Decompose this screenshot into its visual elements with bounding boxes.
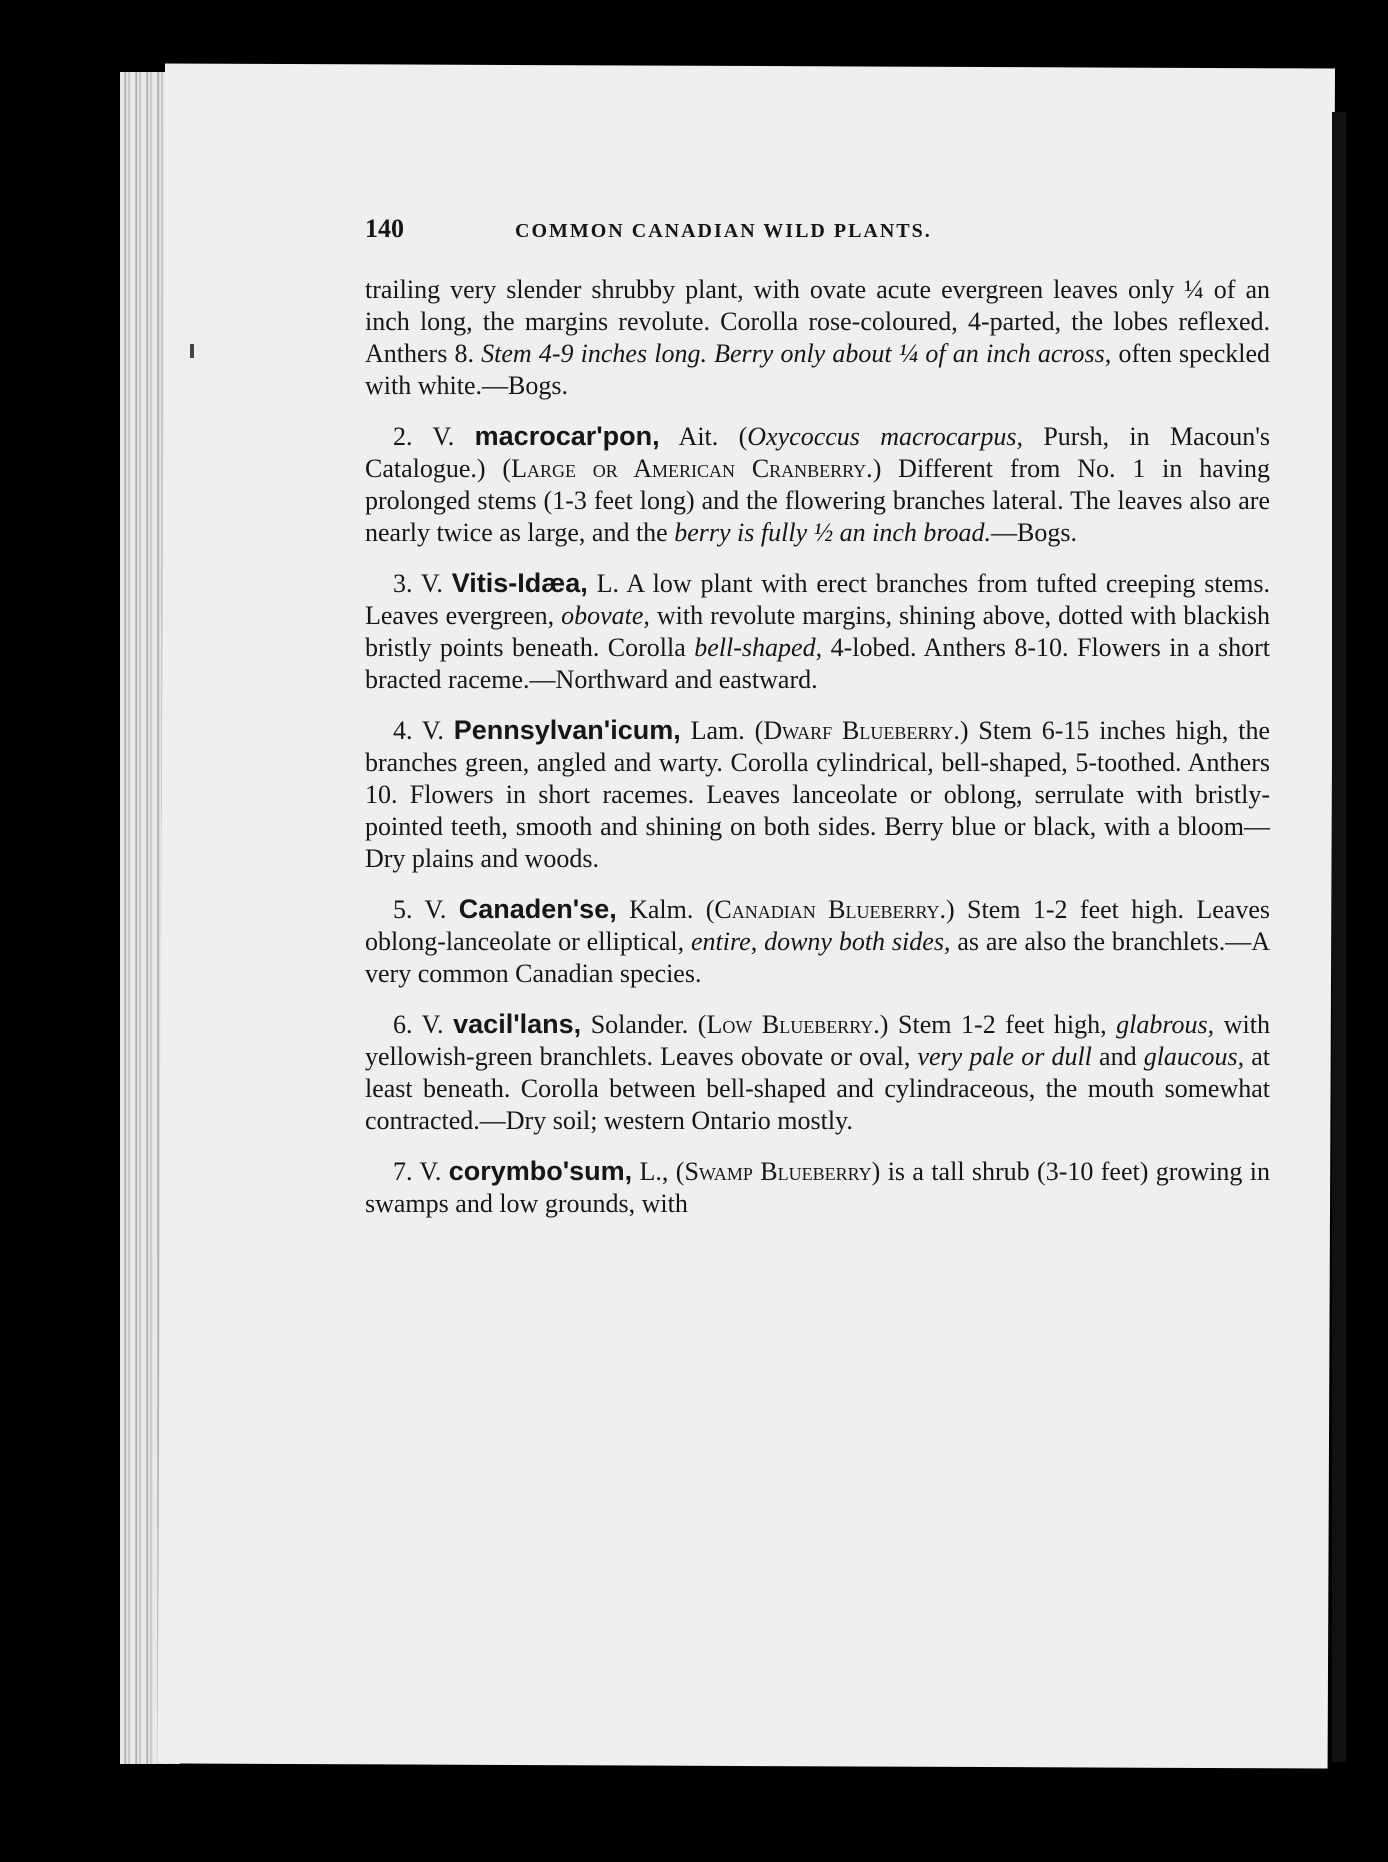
common-name: Large or American Cranberry.: [511, 454, 873, 483]
entry-5: [365, 893, 1270, 990]
entry-text: ) Different from No. 1 in having prolonged stems (1-3 feet long) and the flowering branches lateral. The leaves also are nearly twice as large, and the: [365, 454, 1270, 547]
species-name: macrocar'pon,: [474, 421, 660, 451]
common-name: Canadian Blueberry.: [714, 895, 946, 924]
page-header: [365, 214, 1270, 244]
entry-italic: Oxycoccus macrocarpus,: [747, 422, 1023, 451]
entry-text: as are also the branchlets.—A very common Canadian species.: [365, 927, 1270, 988]
entry-italic: glabrous,: [1116, 1010, 1215, 1039]
entry-text: with revolute margins, shining above, dotted with blackish bristly points beneath. Corolla: [365, 601, 1270, 662]
entry-number: 2. V.: [393, 422, 475, 451]
entry-italic: obovate,: [561, 601, 650, 630]
running-head: COMMON CANADIAN WILD PLANTS.: [515, 220, 932, 242]
species-name: vacil'lans,: [453, 1009, 582, 1039]
entry-text: with yellowish-green branchlets. Leaves obovate or oval,: [365, 1010, 1270, 1071]
text-block: [365, 214, 1270, 1238]
species-name: Pennsylvan'icum,: [453, 715, 681, 745]
entry-number: 4. V.: [393, 716, 454, 745]
entry-text: trailing very slender shrubby plant, with ovate acute evergreen leaves only ¼ of an inch long, the margins revolute. Corolla rose-coloured, 4-parted, the lobes reflexed. Anthers 8.: [365, 275, 1270, 368]
common-name: Dwarf Blueberry.: [763, 716, 960, 745]
entry-text: L., (: [632, 1157, 685, 1186]
entry-number: 5. V.: [393, 895, 459, 924]
entry-italic: berry is fully ½ an inch broad.: [674, 518, 992, 547]
entry-7: [365, 1155, 1270, 1220]
margin-mark: [190, 344, 194, 358]
species-name: Canaden'se,: [458, 894, 617, 924]
entry-text: ) Stem 1-2 feet high,: [879, 1010, 1117, 1039]
entry-6: [365, 1008, 1270, 1137]
entry-text: Kalm. (: [616, 895, 715, 924]
entry-text: ) Stem 1-2 feet high. Leaves oblong-lanceolate or elliptical,: [365, 895, 1270, 956]
entry-text: —Bogs.: [991, 518, 1077, 547]
entry-3: [365, 567, 1270, 696]
entry-italic: bell-shaped,: [694, 633, 823, 662]
entry-text: and: [1091, 1042, 1144, 1071]
entry-text: L. A low plant with erect branches from tufted creeping stems. Leaves evergreen,: [365, 569, 1270, 630]
entry-text: ) is a tall shrub (3-10 feet) growing in swamps and low grounds, with: [365, 1157, 1270, 1218]
entry-text: Pursh, in Macoun's Catalogue.) (: [365, 422, 1271, 483]
entry-italic: glaucous,: [1143, 1042, 1245, 1071]
page-number: 140: [365, 214, 404, 243]
entry-2: [365, 420, 1270, 549]
entry-number: 3. V.: [393, 569, 452, 598]
entry-text: Lam. (: [680, 716, 764, 745]
species-name: corymbo'sum,: [448, 1156, 633, 1186]
common-name: Low Blueberry.: [706, 1010, 880, 1039]
entry-text: Solander. (: [581, 1010, 707, 1039]
entry-number: 7. V.: [393, 1157, 449, 1186]
entry-italic: entire, downy both sides,: [691, 927, 951, 956]
entry-number: 6. V.: [393, 1010, 454, 1039]
entry-italic: very pale or dull: [917, 1042, 1092, 1071]
entry-text: 4-lobed. Anthers 8-10. Flowers in a short bracted raceme.—Northward and eastward.: [365, 633, 1270, 694]
entry-italic: Stem 4-9 inches long. Berry only about ¼ of an inch across,: [481, 339, 1112, 368]
entry-text: Ait. (: [659, 422, 748, 451]
species-name: Vitis-Idæa,: [451, 568, 588, 598]
entry-text: ) Stem 6-15 inches high, the branches green, angled and warty. Corolla cylindrical, bell-shaped, 5-toothed. Anthers 10. Flowers in short racemes. Leaves lanceolate or oblong, serrulate with bristly-pointed teeth, smooth and shining on both sides. Berry blue or black, with a bloom—Dry plains and woods.: [365, 716, 1270, 873]
entry-text: at least beneath. Corolla between bell-shaped and cylindraceous, the mouth somewhat contracted.—Dry soil; western Ontario mostly.: [365, 1042, 1270, 1135]
entry-4: [365, 714, 1270, 875]
common-name: Swamp Blueberry: [684, 1157, 872, 1186]
entry-1-continued: [365, 274, 1270, 402]
right-gutter: [1332, 112, 1346, 1762]
entry-text: often speckled with white.—Bogs.: [365, 339, 1270, 400]
